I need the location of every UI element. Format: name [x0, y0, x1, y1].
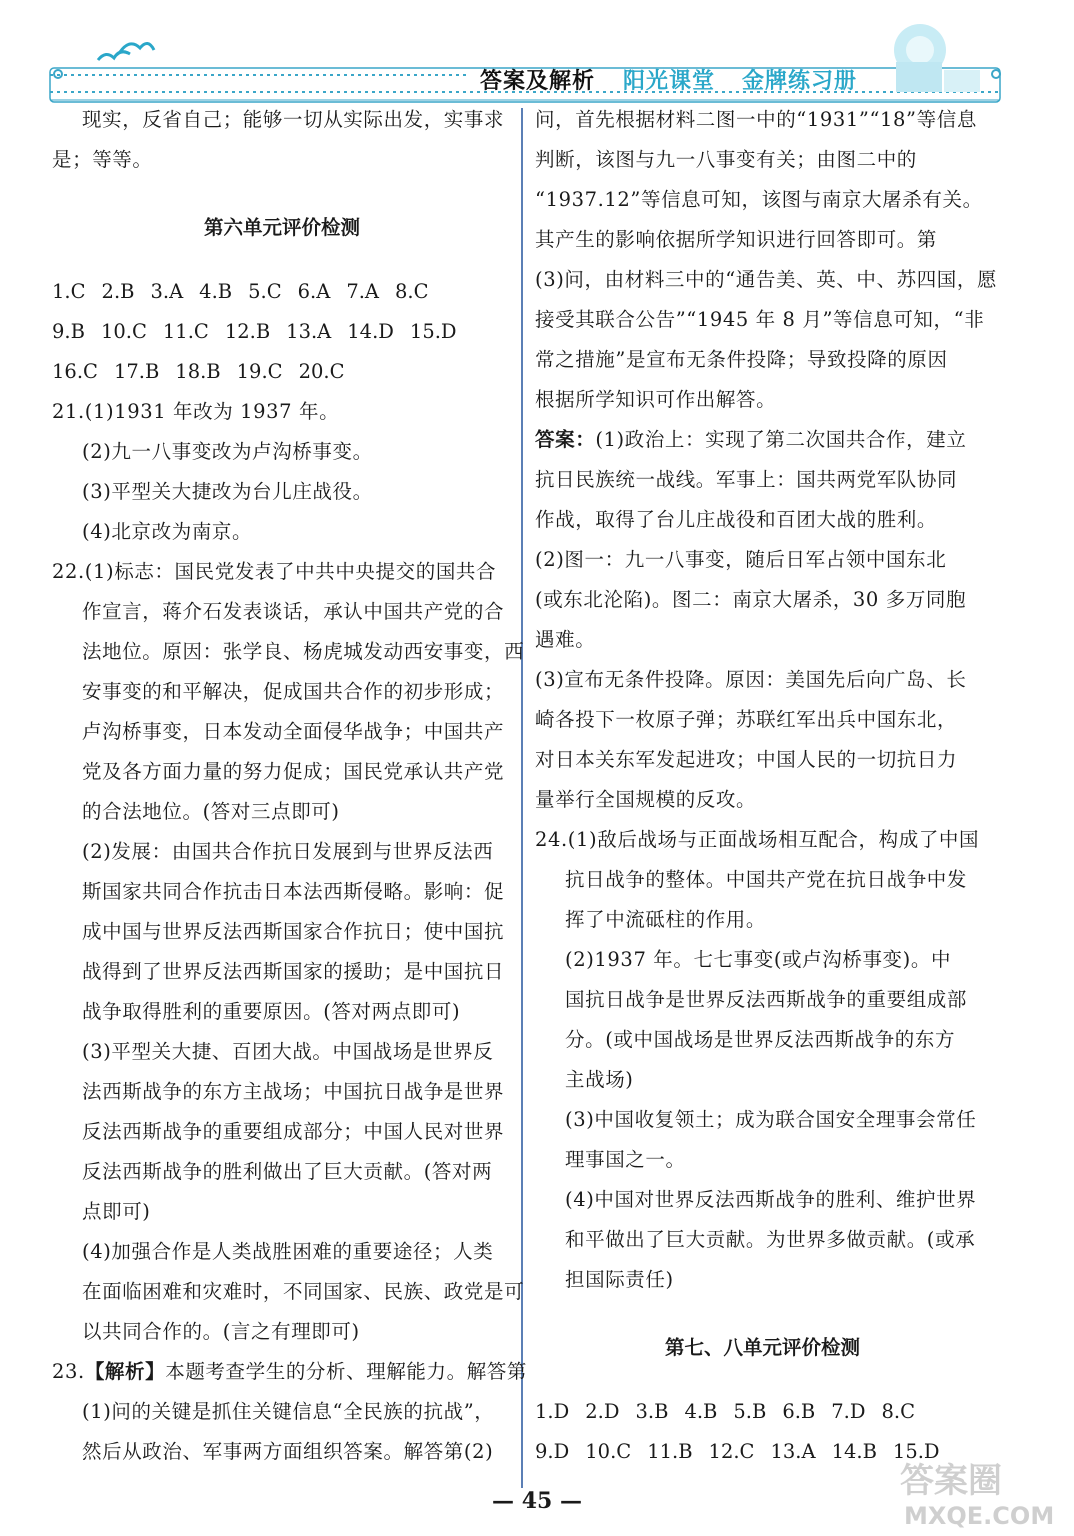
mc-answer: 3.A	[150, 280, 184, 303]
q23-line: (1)问的关键是抓住关键信息“全民族的抗战”，	[82, 1400, 495, 1423]
q22-line: (4)加强合作是人类战胜困难的重要途径；人类	[82, 1240, 494, 1263]
mc-answer: 4.B	[199, 280, 233, 303]
q22-line: (3)平型关大捷、百团大战。中国战场是世界反	[82, 1040, 494, 1063]
analysis-line: 根据所学知识可作出解答。	[535, 388, 777, 411]
svg-text:MXQE.COM: MXQE.COM	[904, 1502, 1055, 1530]
analysis-tag: 【解析】	[84, 1360, 166, 1383]
mc-answer: 13.A	[286, 320, 332, 343]
answer-line: 量举行全国规模的反攻。	[535, 788, 757, 811]
bird-icon	[98, 52, 130, 60]
q21-line: 21.(1)1931 年改为 1937 年。	[52, 400, 340, 423]
mc-answer: 15.D	[892, 1440, 940, 1463]
mc-answer: 2.D	[585, 1400, 620, 1423]
answer-line: 遇难。	[535, 628, 596, 651]
q21-line: (2)九一八事变改为卢沟桥事变。	[82, 440, 373, 463]
mc-answer: 12.C	[708, 1440, 755, 1463]
mc-answer: 11.C	[162, 320, 209, 343]
section-title-unit7-8: 第七、八单元评价检测	[664, 1336, 860, 1359]
q22-line: 安事变的和平解决，促成国共合作的初步形成；	[82, 680, 505, 703]
answer-line: 抗日民族统一战线。军事上：国共两党军队协同	[535, 468, 958, 491]
mc-answer: 9.D	[535, 1440, 570, 1463]
q21-line: (4)北京改为南京。	[82, 520, 253, 543]
mc-answer: 8.C	[395, 280, 429, 303]
q22-line: 反法西斯战争的重要组成部分；中国人民对世界	[82, 1120, 505, 1143]
q24-line: 担国际责任)	[565, 1268, 674, 1291]
mc-answer: 7.D	[831, 1400, 866, 1423]
answer-line: (3)宣布无条件投降。原因：美国先后向广岛、长	[535, 668, 967, 691]
q24-line: (3)中国收复领土；成为联合国安全理事会常任	[565, 1108, 977, 1131]
mc-answer: 10.C	[100, 320, 147, 343]
mc-answer: 14.B	[831, 1440, 877, 1463]
header-answers-label: 答案及解析	[480, 69, 596, 94]
mc-answer: 10.C	[585, 1440, 632, 1463]
mc-answer-row	[52, 312, 512, 352]
q22-line: 卢沟桥事变，日本发动全面侵华战争；中国共产	[82, 720, 505, 743]
mc-answer: 16.C	[52, 360, 98, 383]
mc-answer: 1.C	[52, 280, 86, 303]
analysis-line: 问，首先根据材料二图一中的“1931”“18”等信息	[535, 108, 977, 131]
mc-answer: 8.C	[881, 1400, 916, 1423]
q22-line: 党及各方面力量的努力促成；国民党承认共产党	[82, 760, 505, 783]
svg-text:答案圈: 答案圈	[900, 1461, 1002, 1501]
q23-line: 然后从政治、军事两方面组织答案。解答第(2)	[82, 1440, 494, 1463]
answer-line	[535, 420, 990, 460]
analysis-line: 其产生的影响依据所学知识进行回答即可。第	[535, 228, 938, 251]
mc-answer: 20.C	[298, 360, 345, 383]
q22-line: 战得到了世界反法西斯国家的援助；是中国抗日	[82, 960, 505, 983]
q22-line: 法地位。原因：张学良、杨虎城发动西安事变，西	[82, 640, 525, 663]
text-line: 是；等等。	[52, 148, 153, 171]
q24-line: 24.(1)敌后战场与正面战场相互配合，构成了中国	[535, 828, 980, 851]
mc-answer: 12.B	[224, 320, 271, 343]
answer-text: (1)政治上：实现了第二次国共合作，建立	[595, 428, 967, 451]
mc-answer: 7.A	[346, 280, 379, 303]
mc-answer: 2.B	[101, 280, 135, 303]
q24-line: (4)中国对世界反法西斯战争的胜利、维护世界	[565, 1188, 977, 1211]
q22-line: 22.(1)标志：国民党发表了中共中央提交的国共合	[52, 560, 497, 583]
q22-line: 的合法地位。(答对三点即可)	[82, 800, 340, 823]
answer-tag: 答案：	[535, 428, 596, 451]
q22-line: 点即可)	[82, 1200, 151, 1223]
mc-answer-row	[52, 272, 512, 312]
mc-answer: 18.B	[175, 360, 221, 383]
mc-answer: 6.B	[782, 1400, 816, 1423]
mc-answer: 3.B	[635, 1400, 669, 1423]
q23-line	[52, 1352, 528, 1392]
text-line: 现实，反省自己；能够一切从实际出发，实事求	[82, 108, 505, 131]
analysis-line: (3)问，由材料三中的“通告美、英、中、苏四国，愿	[535, 268, 998, 291]
q24-line: 主战场)	[565, 1068, 634, 1091]
q24-line: 挥了中流砥柱的作用。	[565, 908, 767, 931]
header-brand-part1: 阳光课堂	[623, 69, 716, 94]
analysis-line: 判断，该图与九一八事变有关；由图二中的	[535, 148, 917, 171]
q22-line: 斯国家共同合作抗击日本法西斯侵略。影响：促	[82, 880, 505, 903]
watermark-logo	[890, 1452, 1068, 1532]
q21-line: (3)平型关大捷改为台儿庄战役。	[82, 480, 373, 503]
mc-answer: 19.C	[236, 360, 283, 383]
q24-line: 国抗日战争是世界反法西斯战争的重要组成部	[565, 988, 968, 1011]
mc-answer: 4.B	[684, 1400, 718, 1423]
mc-answer: 5.B	[733, 1400, 767, 1423]
mc-answer: 1.D	[535, 1400, 570, 1423]
q24-line: (2)1937 年。七七事变(或卢沟桥事变)。中	[565, 948, 952, 971]
q22-line: 反法西斯战争的胜利做出了巨大贡献。(答对两	[82, 1160, 493, 1183]
left-column	[52, 100, 528, 1472]
answer-line: 崎各投下一枚原子弹；苏联红军出兵中国东北，	[535, 708, 958, 731]
analysis-line: “1937.12”等信息可知，该图与南京大屠杀有关。	[535, 188, 983, 211]
mc-answer: 6.A	[297, 280, 331, 303]
mc-answer: 5.C	[248, 280, 282, 303]
right-column	[535, 100, 998, 1472]
mc-answer-row	[52, 352, 512, 392]
answer-line: 作战，取得了台儿庄战役和百团大战的胜利。	[535, 508, 938, 531]
q22-line: 在面临困难和灾难时，不同国家、民族、政党是可	[82, 1280, 525, 1303]
header-brand-part2: 金牌练习册	[742, 69, 858, 94]
mc-answer: 13.A	[770, 1440, 816, 1463]
q22-line: 作宣言，蒋介石发表谈话，承认中国共产党的合	[82, 600, 505, 623]
q23-text: 本题考查学生的分析、理解能力。解答第	[165, 1360, 528, 1383]
q24-line: 理事国之一。	[565, 1148, 686, 1171]
q22-line: 法西斯战争的东方主战场；中国抗日战争是世界	[82, 1080, 505, 1103]
mc-answer: 17.B	[113, 360, 160, 383]
answer-line: (或东北沦陷)。图二：南京大屠杀，30 多万同胞	[535, 588, 967, 611]
page-number: — 45 —	[492, 1488, 582, 1514]
mc-answer: 11.B	[647, 1440, 693, 1463]
mc-answer: 14.D	[347, 320, 394, 343]
mc-answer: 15.D	[409, 320, 457, 343]
q22-line: 战争取得胜利的重要原因。(答对两点即可)	[82, 1000, 461, 1023]
q22-line: 成中国与世界反法西斯国家合作抗日；使中国抗	[82, 920, 505, 943]
mc-answer: 9.B	[52, 320, 85, 343]
q23-number: 23.	[52, 1360, 85, 1383]
answer-line: 对日本关东军发起进攻；中国人民的一切抗日力	[535, 748, 958, 771]
q24-line: 抗日战争的整体。中国共产党在抗日战争中发	[565, 868, 968, 891]
q22-line: (2)发展：由国共合作抗日发展到与世界反法西	[82, 840, 494, 863]
mc-answer-row	[535, 1392, 990, 1432]
q22-line: 以共同合作的。(言之有理即可)	[82, 1320, 360, 1343]
page-header	[0, 0, 1074, 110]
analysis-line: 接受其联合公告”“1945 年 8 月”等信息可知，“非	[535, 308, 985, 331]
section-title-unit6: 第六单元评价检测	[203, 216, 360, 239]
q24-line: 和平做出了巨大贡献。为世界多做贡献。(或承	[565, 1228, 976, 1251]
analysis-line: 常之措施”是宣布无条件投降；导致投降的原因	[535, 348, 948, 371]
q24-line: 分。(或中国战场是世界反法西斯战争的东方	[565, 1028, 956, 1051]
answer-line: (2)图一：九一八事变，随后日军占领中国东北	[535, 548, 947, 571]
